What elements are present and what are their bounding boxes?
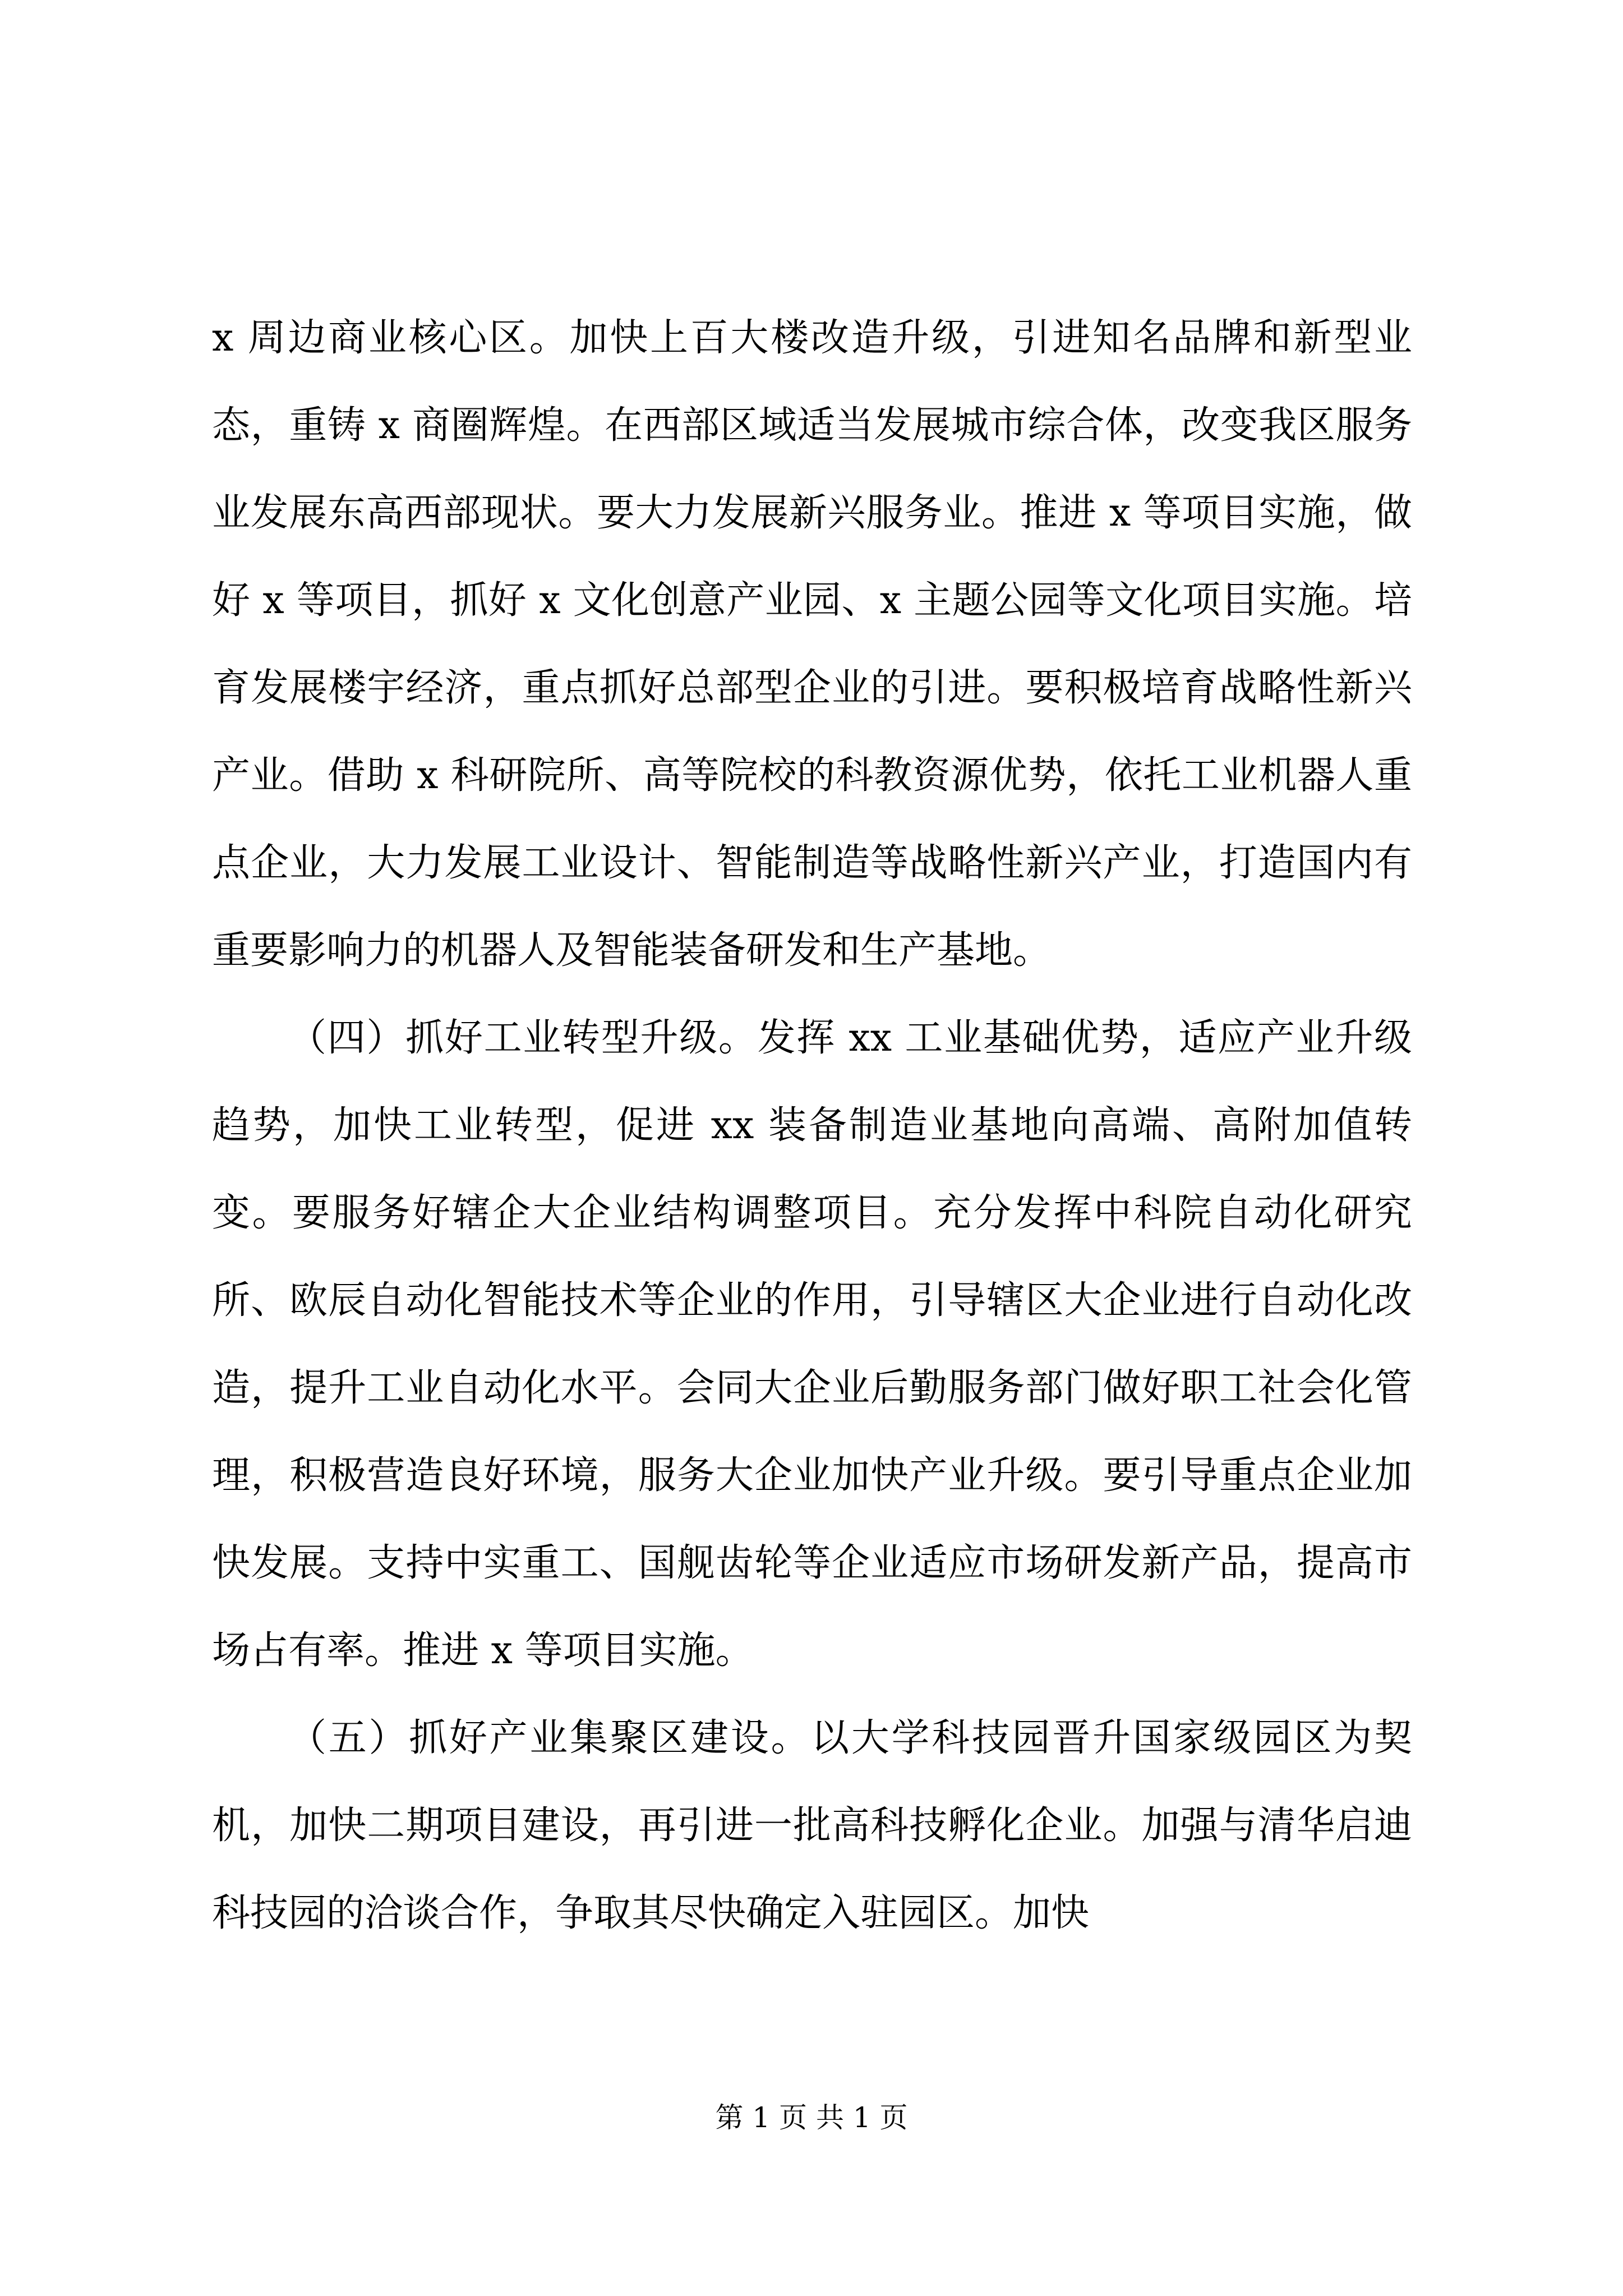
document-body xyxy=(212,295,1412,1957)
paragraph-2: （四）抓好工业转型升级。发挥 xx 工业基础优势，适应产业升级趋势，加快工业转型，促进 xx 装备制造业基地向高端、高附加值转变。要服务好辖企大企业结构调整项目。充分发挥中科院自动化研究所、欧辰自动化智能技术等企业的作用，引导辖区大企业进行自动化改造，提升工业自动化水平。会同大企业后勤服务部门做好职工社会化管理，积极营造良好环境，服务大企业加快产业升级。要引导重点企业加快发展。支持中实重工、国舰齿轮等企业适应市场研发新产品，提高市场占有率。推进 x 等项目实施。 xyxy=(212,1016,1412,1673)
page-footer: 第 1 页 共 1 页 xyxy=(715,2101,908,2134)
paragraph-1: x 周边商业核心区。加快上百大楼改造升级，引进知名品牌和新型业态，重铸 x 商圈辉煌。在西部区域适当发展城市综合体，改变我区服务业发展东高西部现状。要大力发展新兴服务业。推进 x 等项目实施，做好 x 等项目，抓好 x 文化创意产业园、x 主题公园等文化项目实施。培育发展楼宇经济，重点抓好总部型企业的引进。要积极培育战略性新兴产业。借助 x 科研院所、高等院校的科教资源优势，依托工业机器人重点企业，大力发展工业设计、智能制造等战略性新兴产业，打造国内有重要影响力的机器人及智能装备研发和生产基地。 xyxy=(212,316,1412,973)
paragraph-3: （五）抓好产业集聚区建设。以大学科技园晋升国家级园区为契机，加快二期项目建设，再引进一批高科技孵化企业。加强与清华启迪科技园的洽谈合作，争取其尽快确定入驻园区。加快 xyxy=(212,1716,1412,1935)
